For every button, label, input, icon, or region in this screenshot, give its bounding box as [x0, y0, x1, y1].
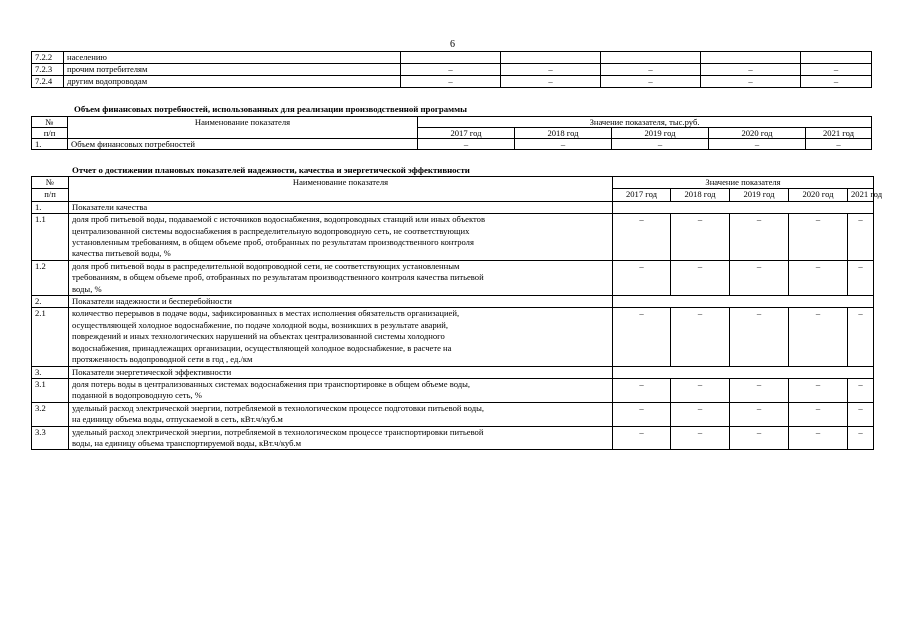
- header-year: 2018 год: [671, 189, 730, 201]
- header-value: Значение показателя: [613, 177, 874, 189]
- row-value: –: [848, 426, 874, 450]
- section-name: Показатели энергетической эффективности: [69, 366, 613, 378]
- row-value: –: [613, 402, 671, 426]
- section-row: [32, 296, 874, 308]
- header-value: Значение показателя, тыс.руб.: [418, 117, 872, 128]
- header-num2: п/п: [32, 189, 69, 201]
- row-value: –: [671, 214, 730, 261]
- row-num: 3.3: [32, 426, 69, 450]
- header-num: №: [32, 117, 68, 128]
- row-value: –: [801, 76, 872, 88]
- table-row: [32, 214, 874, 261]
- row-value: –: [709, 139, 806, 150]
- table-indicators: [31, 176, 883, 450]
- row-name-line: удельный расход электрической энергии, потребляемой в технологическом процессе транспортировки питьевой: [72, 426, 484, 437]
- row-value: –: [730, 308, 789, 366]
- row-name: [69, 308, 613, 366]
- row-num: 2.1: [32, 308, 69, 366]
- section-row: [32, 366, 874, 378]
- row-value: –: [601, 76, 701, 88]
- header-num2: п/п: [32, 128, 68, 139]
- row-name-line: водоснабжения, принадлежащих организации, осуществляющей холодное водоснабжение, в расчете на: [72, 342, 452, 353]
- row-value: –: [501, 76, 601, 88]
- section-empty: [613, 296, 874, 308]
- row-value: –: [401, 64, 501, 76]
- row-value: –: [401, 76, 501, 88]
- row-name-line: количество перерывов в подаче воды, зафиксированных в местах исполнения обязательств организацией,: [72, 308, 460, 319]
- row-name-line: доля проб питьевой воды, подаваемой с источников водоснабжения, водопроводных станций или иных объектов: [72, 214, 486, 225]
- row-num: 7.2.4: [32, 76, 64, 88]
- row-value: –: [671, 426, 730, 450]
- row-value: –: [730, 260, 789, 295]
- row-value: –: [789, 426, 848, 450]
- row-value: –: [789, 402, 848, 426]
- row-num: 1.: [32, 139, 68, 150]
- row-value: –: [671, 378, 730, 402]
- row-value: [601, 52, 701, 64]
- row-name: [69, 260, 613, 295]
- row-num: 1.1: [32, 214, 69, 261]
- row-num: 7.2.3: [32, 64, 64, 76]
- page-number: 6: [450, 39, 455, 50]
- row-value: –: [612, 139, 709, 150]
- row-name: [69, 378, 613, 402]
- row-name-line: централизованной системы водоснабжения в распределительную водопроводную сеть, не соответствующих: [72, 225, 470, 236]
- finance-table-title: Объем финансовых потребностей, использованных для реализации производственной программы: [74, 104, 467, 114]
- header-year: 2020 год: [709, 128, 806, 139]
- section-empty: [613, 201, 874, 213]
- table-row: [32, 426, 874, 450]
- row-value: –: [515, 139, 612, 150]
- table-row: [32, 76, 872, 88]
- row-value: –: [671, 402, 730, 426]
- row-name: населению: [64, 52, 401, 64]
- table-row: [32, 139, 872, 150]
- row-value: –: [730, 402, 789, 426]
- table-top: [31, 51, 872, 88]
- row-value: –: [601, 64, 701, 76]
- row-value: –: [848, 378, 874, 402]
- row-value: –: [789, 260, 848, 295]
- row-num: 7.2.2: [32, 52, 64, 64]
- row-num: 3.: [32, 366, 69, 378]
- row-value: –: [730, 426, 789, 450]
- header-year: 2021 год: [806, 128, 872, 139]
- indicators-table-title: Отчет о достижении плановых показателей надежности, качества и энергетической эффективности: [72, 165, 470, 175]
- table-row: [32, 64, 872, 76]
- row-name: [69, 426, 613, 450]
- row-num: 3.1: [32, 378, 69, 402]
- row-name: Объем финансовых потребностей: [68, 139, 418, 150]
- row-value: –: [789, 378, 848, 402]
- row-num: 2.: [32, 296, 69, 308]
- header-year: 2021 год: [848, 189, 874, 201]
- row-value: –: [613, 214, 671, 261]
- row-name-line: требованиям, в общем объеме проб, отобранных по результатам производственного контроля качества питьевой: [72, 272, 484, 283]
- row-value: –: [730, 378, 789, 402]
- header-name: Наименование показателя: [68, 117, 418, 139]
- row-name-line: доля проб питьевой воды в распределительной водопроводной сети, не соответствующих установленным: [72, 260, 460, 271]
- row-value: –: [613, 378, 671, 402]
- row-value: –: [730, 214, 789, 261]
- row-name-line: удельный расход электрической энергии, потребляемой в технологическом процессе подготовки питьевой воды,: [72, 402, 484, 413]
- table-row: [32, 402, 874, 426]
- row-name-line: на единицу объема воды, отпускаемой в сеть, кВт.ч/куб.м: [72, 414, 283, 425]
- table-row: [32, 52, 872, 64]
- row-value: –: [701, 64, 801, 76]
- row-name-line: качества питьевой воды, %: [72, 248, 171, 259]
- row-value: [501, 52, 601, 64]
- row-name-line: воды, на единицу объема транспортируемой воды, кВт.ч/куб.м: [72, 437, 302, 448]
- header-year: 2018 год: [515, 128, 612, 139]
- header-year: 2020 год: [789, 189, 848, 201]
- row-value: –: [848, 308, 874, 366]
- row-num: 3.2: [32, 402, 69, 426]
- row-value: –: [418, 139, 515, 150]
- row-value: [401, 52, 501, 64]
- row-name-line: поданной в водопроводную сеть, %: [72, 390, 202, 401]
- section-row: [32, 201, 874, 213]
- row-value: –: [701, 76, 801, 88]
- row-value: [701, 52, 801, 64]
- row-name-line: осуществляющей холодное водоснабжение, по подаче холодной воды, возникших в результате аварий,: [72, 319, 448, 330]
- row-name-line: повреждений и иных технологических нарушений на объектах централизованной системы холодного: [72, 331, 445, 342]
- table-finance: [31, 116, 872, 150]
- row-name: прочим потребителям: [64, 64, 401, 76]
- row-name: [69, 214, 613, 261]
- table-row: [32, 378, 874, 402]
- table-row: [32, 260, 874, 295]
- section-name: Показатели надежности и бесперебойности: [69, 296, 613, 308]
- row-name-line: воды, %: [72, 283, 102, 294]
- row-name-line: установленным требованиям, в общем объеме проб, отобранных по результатам производственного контроля: [72, 237, 474, 248]
- header-year: 2017 год: [418, 128, 515, 139]
- row-name: другим водопроводам: [64, 76, 401, 88]
- row-value: –: [613, 426, 671, 450]
- row-value: –: [848, 402, 874, 426]
- row-value: [801, 52, 872, 64]
- row-value: –: [671, 260, 730, 295]
- table-row: [32, 308, 874, 366]
- header-name: Наименование показателя: [69, 177, 613, 202]
- row-value: –: [801, 64, 872, 76]
- header-num: №: [32, 177, 69, 189]
- header-year: 2019 год: [730, 189, 789, 201]
- row-name: [69, 402, 613, 426]
- section-name: Показатели качества: [69, 201, 613, 213]
- header-year: 2017 год: [613, 189, 671, 201]
- row-name-line: протяженность водопроводной сети в год , ед./км: [72, 354, 253, 365]
- row-num: 1.: [32, 201, 69, 213]
- header-year: 2019 год: [612, 128, 709, 139]
- row-value: –: [848, 214, 874, 261]
- section-empty: [613, 366, 874, 378]
- row-value: –: [501, 64, 601, 76]
- row-num: 1.2: [32, 260, 69, 295]
- row-name-line: доля потерь воды в централизованных системах водоснабжения при транспортировке в общем объеме воды,: [72, 378, 471, 389]
- row-value: –: [789, 214, 848, 261]
- row-value: –: [613, 308, 671, 366]
- row-value: –: [806, 139, 872, 150]
- row-value: –: [848, 260, 874, 295]
- row-value: –: [671, 308, 730, 366]
- row-value: –: [613, 260, 671, 295]
- row-value: –: [789, 308, 848, 366]
